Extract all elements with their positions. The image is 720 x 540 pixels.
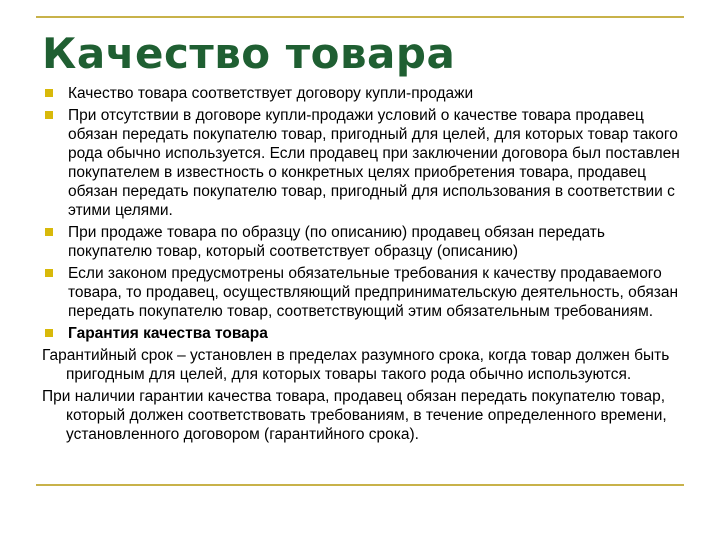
top-rule xyxy=(36,16,684,18)
square-bullet-icon xyxy=(45,269,53,277)
bullet-item xyxy=(42,84,682,103)
square-bullet-icon xyxy=(45,89,53,97)
bullet-text: Качество товара соответствует договору купли-продажи xyxy=(68,85,474,102)
bullet-item xyxy=(42,223,682,261)
paragraph-warranty-obligation: При наличии гарантии качества товара, продавец обязан передать покупателю товар, который должен соответствовать требованиям, в течение определенного времени, установленного договором (гарантийного срока). xyxy=(42,388,667,443)
bullet-heading-text: Гарантия качества товара xyxy=(68,325,268,342)
slide-content xyxy=(42,84,682,447)
bottom-rule xyxy=(36,484,684,486)
bullet-text: При продаже товара по образцу (по описанию) продавец обязан передать покупателю товар, который соответствует образцу (описанию) xyxy=(68,224,605,260)
bullet-text: Если законом предусмотрены обязательные требования к качеству продаваемого товара, то продавец, осуществляющий предпринимательскую деятельность, обязан передать покупателю товар, соответствующий этим обязательным требованиям. xyxy=(68,265,679,320)
paragraph-warranty-period: Гарантийный срок – установлен в пределах разумного срока, когда товар должен быть пригодным для целей, для которых товары такого рода обычно используются. xyxy=(42,347,670,383)
bullet-text: При отсутствии в договоре купли-продажи условий о качестве товара продавец обязан передать покупателю товар, пригодный для целей, для которых товар такого рода обычно используется. Если продавец при заключении договора был поставлен покупателем в известность о конкретных целях приобретения товара, продавец обязан передать покупателю товар, пригодный для использования в соответствии с этими целями. xyxy=(68,107,680,219)
square-bullet-icon xyxy=(45,111,53,119)
square-bullet-icon xyxy=(45,228,53,236)
bullet-item xyxy=(42,106,682,220)
bullet-item xyxy=(42,264,682,321)
bullet-item-heading xyxy=(42,324,682,343)
square-bullet-icon xyxy=(45,329,53,337)
slide-title: Качество товара xyxy=(42,29,456,78)
